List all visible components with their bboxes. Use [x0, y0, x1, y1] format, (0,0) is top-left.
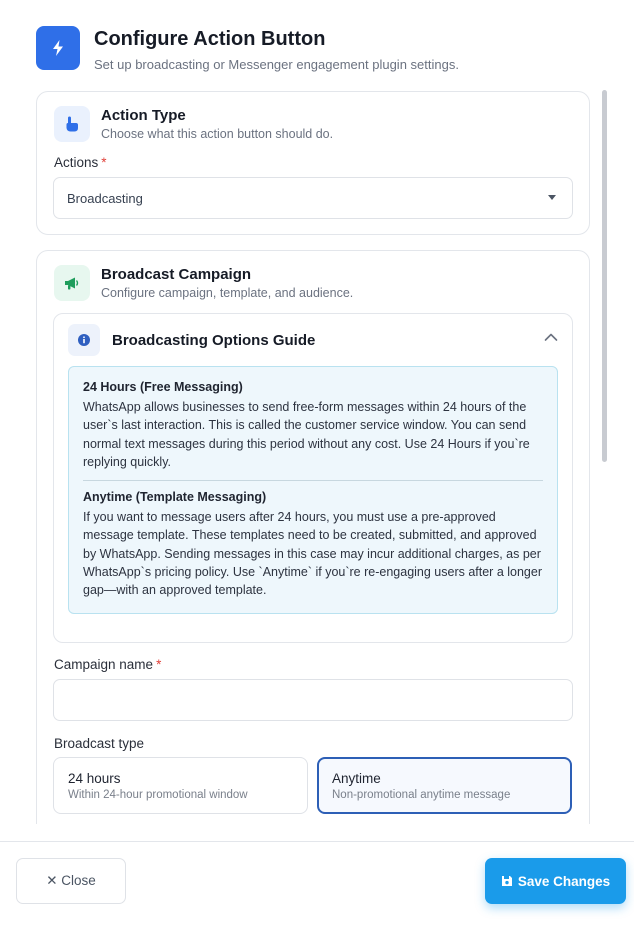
campaign-name-input[interactable] [53, 679, 573, 721]
option-subtitle: Within 24-hour promotional window [68, 789, 248, 801]
guide-section-text: If you want to message users after 24 hours, you must use a pre-approved message template. These templates need to be created, submitted, and approved by WhatsApp. Sending messages in this case may incur additional charges, as per WhatsApp`s pricing policy. Use `Anytime` if you`re re-engaging users after a longer gap—with an approved template. [83, 510, 542, 598]
guide-divider [83, 480, 543, 481]
scrollbar-thumb[interactable] [602, 90, 607, 462]
required-mark: * [156, 657, 162, 672]
info-icon [68, 324, 100, 356]
caret-down-icon [548, 195, 556, 200]
modal-footer [0, 841, 634, 927]
pointing-hand-icon [54, 106, 90, 142]
modal-body [0, 88, 634, 824]
option-title: 24 hours [68, 771, 121, 786]
lightning-icon [36, 26, 80, 70]
broadcast-type-option-anytime[interactable] [317, 757, 572, 814]
broadcast-campaign-title: Broadcast Campaign [101, 266, 252, 283]
option-title: Anytime [332, 771, 381, 786]
actions-label-text: Actions [54, 155, 99, 170]
campaign-name-label [54, 657, 161, 672]
guide-section-text: WhatsApp allows businesses to send free-form messages within 24 hours of the user`s last interaction. This is called the customer service window. You can send normal text messages during this period without any cost. Use 24 Hours if you`re replying quickly. [83, 400, 530, 469]
actions-select[interactable] [53, 177, 573, 219]
chevron-up-icon[interactable] [544, 332, 558, 342]
close-button[interactable]: ✕ Close [16, 858, 126, 904]
megaphone-icon [54, 265, 90, 301]
broadcast-campaign-card [36, 250, 590, 824]
guide-content [68, 366, 558, 614]
broadcast-type-label: Broadcast type [54, 736, 145, 751]
broadcast-campaign-subtitle: Configure campaign, template, and audience. [101, 286, 354, 300]
modal-title: Configure Action Button [94, 28, 326, 50]
guide-section-title: 24 Hours (Free Messaging) [83, 380, 243, 394]
campaign-name-label-text: Campaign name [54, 657, 154, 672]
modal-header [36, 26, 616, 74]
actions-select-value: Broadcasting [67, 191, 143, 206]
required-mark: * [101, 155, 107, 170]
broadcast-type-option-24-hours[interactable] [53, 757, 308, 814]
floppy-disk-icon [501, 875, 513, 887]
actions-label [54, 155, 107, 170]
broadcasting-options-guide [53, 313, 573, 643]
guide-section-title: Anytime (Template Messaging) [83, 490, 267, 504]
option-subtitle: Non-promotional anytime message [332, 789, 511, 801]
modal-subtitle: Set up broadcasting or Messenger engagement plugin settings. [94, 57, 459, 72]
guide-title: Broadcasting Options Guide [112, 332, 316, 349]
action-type-title: Action Type [101, 107, 186, 124]
save-changes-label: Save Changes [517, 873, 611, 889]
save-changes-button[interactable] [485, 858, 626, 904]
action-type-card [36, 91, 590, 235]
action-type-subtitle: Choose what this action button should do. [101, 127, 334, 141]
